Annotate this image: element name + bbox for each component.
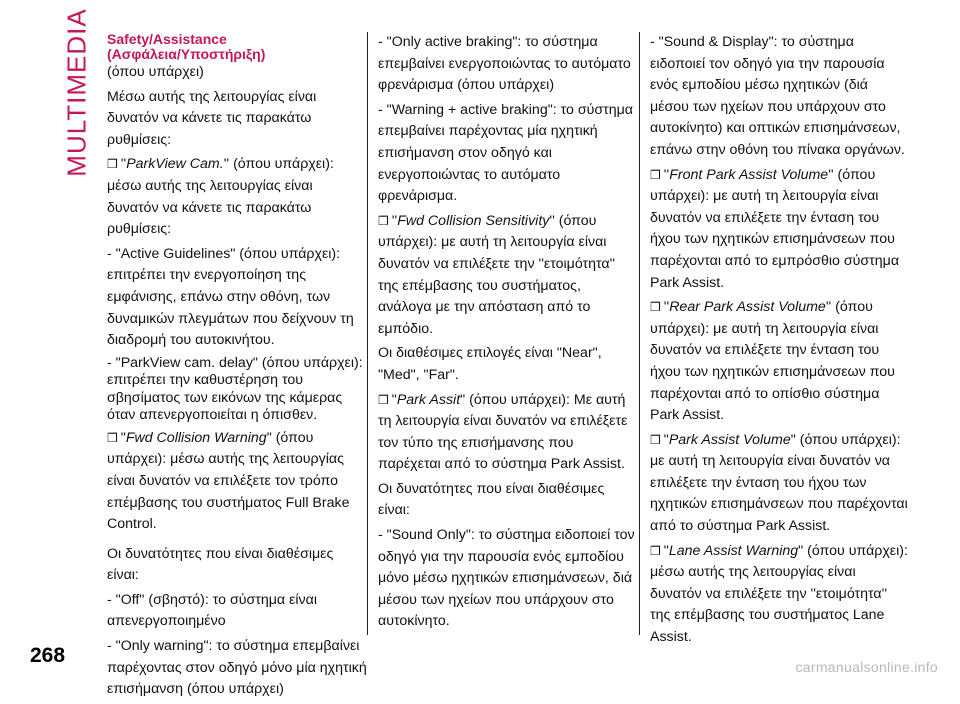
- item-description: " (όπου υπάρχει): Με αυτή τη λειτουργία είναι δυνατόν να επιλέξετε τον τύπο της επισήμανσης που παρέχεται από το σύστημα Park Assist.: [378, 391, 628, 473]
- item-description: '' (όπου υπάρχει): με αυτή τη λειτουργία είναι δυνατόν να επιλέξετε την ένταση του ήχου των ηχητικών επισημάνσεων που παρέχονται από το εμπρόσθιο σύστημα Park Assist.: [650, 166, 900, 291]
- heading-availability-note: (όπου υπάρχει): [107, 64, 204, 80]
- checkbox-bullet-icon: ❒: [650, 432, 661, 447]
- item-name: Fwd Collision Warning: [125, 429, 267, 446]
- intro-paragraph: Μέσω αυτής της λειτουργίας είναι δυνατόν να κάνετε τις παρακάτω ρυθμίσεις:: [107, 88, 317, 148]
- item-name: Park Assist Volume: [668, 431, 791, 448]
- park-assist-item: ❒ "Park Assit" (όπου υπάρχει): Με αυτή τη λειτουργία είναι δυνατόν να επιλέξετε τον τύπο της επισήμανσης που παρέχεται από το σύστημα Park Assist.: [378, 391, 628, 473]
- checkbox-bullet-icon: ❒: [107, 157, 118, 172]
- option-only-active-braking-paragraph: - "Only active braking": το σύστημα επεμβαίνει ενεργοποιώντας το αυτόματο φρενάρισμα (όπου υπάρχει): [378, 34, 631, 94]
- fwd-collision-warning-item: ❒ "Fwd Collision Warning" (όπου υπάρχει): μέσω αυτής της λειτουργίας είναι δυνατόν να επιλέξετε τον τρόπο επέμβασης του συστήματος Full Brake Control.: [107, 429, 350, 533]
- checkbox-bullet-icon: ❒: [378, 213, 389, 228]
- item-name: Front Park Assist Volume: [669, 166, 829, 183]
- text-column-2: [378, 32, 638, 636]
- column-divider: [639, 32, 640, 635]
- fwd-collision-sensitivity-item: ❒ ''Fwd Collision Sensitivity'' (όπου υπάρχει): με αυτή τη λειτουργία είναι δυνατόν να επιλέξετε την ''ετοιμότητα'' της επέμβασης του συστήματος, ανάλογα με την απόσταση από το εμπόδιο.: [378, 212, 616, 337]
- column-divider: [367, 32, 368, 635]
- option-sound-only-paragraph: - "Sound Only": το σύστημα ειδοποιεί τον οδηγό για την παρουσία ενός εμποδίου μόνο μέσω ηχητικών επισημάνσεων, διά μέσου των ηχείων που υπάρχουν στο αυτοκίνητο.: [378, 527, 635, 630]
- park-assist-volume-item: ❒ "Park Assist Volume" (όπου υπάρχει): με αυτή τη λειτουργία είναι δυνατόν να επιλέξετε την ένταση του ήχου των ηχητικών επισημάνσεων που παρέχονται από το σύστημα Park Assist.: [650, 431, 908, 535]
- item-name: Lane Assist Warning: [668, 542, 799, 559]
- lane-assist-warning-item: ❒ "Lane Assist Warning" (όπου υπάρχει): μέσω αυτής της λειτουργίας είναι δυνατόν να επιλέξετε την ''ετοιμότητα'' της επέμβασης του συστήματος Lane Assist.: [650, 542, 908, 646]
- parkview-delay-paragraph: - "ParkView cam. delay" (όπου υπάρχει): επιτρέπει την καθυστέρηση του σβησίματος των εικόνων της κάμερας όταν απενεργοποιείται η όπισθεν.: [107, 354, 363, 424]
- active-guidelines-paragraph: - "Active Guidelines" (όπου υπάρχει): επιτρέπει την ενεργοποίηση της εμφάνισης, επάνω στην οθόνη, των δυναμικών πλεγμάτων που δείχνουν τη διαδρομή του αυτοκινήτου.: [107, 245, 354, 349]
- option-sound-display-paragraph: - "Sound & Display": το σύστημα ειδοποιεί τον οδηγό για την παρουσία ενός εμποδίου μέσω ηχητικών (διά μέσου των ηχείων που υπάρχουν στο αυτοκίνητο) και οπτικών επισημάνσεων, επάνω στην οθόνη του πίνακα οργάνων.: [650, 34, 905, 158]
- site-watermark: carmanualsonline.info: [795, 659, 938, 675]
- section-title-vertical: MULTIMEDIA: [61, 7, 92, 177]
- item-description: (όπου υπάρχει): μέσω αυτής της λειτουργίας είναι δυνατόν να επιλέξετε τον τρόπο επέμβασης του συστήματος Full Brake Control.: [107, 429, 350, 533]
- item-description: '' (όπου υπάρχει): με αυτή τη λειτουργία είναι δυνατόν να επιλέξετε την ένταση του ήχου των ηχητικών επισημάνσεων που παρέχονται από το οπίσθιο σύστημα Park Assist.: [650, 299, 895, 424]
- option-off-paragraph: - "Off" (σβηστό): το σύστημα είναι απενεργοποιημένο: [107, 591, 317, 630]
- rear-park-assist-volume-item: ❒ ''Rear Park Assist Volume'' (όπου υπάρχει): με αυτή τη λειτουργία είναι δυνατόν να επιλέξετε την ένταση του ήχου των ηχητικών επισημάνσεων που παρέχονται από το οπίσθιο σύστημα Park Assist.: [650, 299, 895, 424]
- checkbox-bullet-icon: ❒: [378, 392, 389, 407]
- options-intro-paragraph: Οι δυνατότητες που είναι διαθέσιμες είναι:: [107, 545, 334, 584]
- checkbox-bullet-icon: ❒: [650, 543, 661, 558]
- text-column-1: [107, 32, 367, 704]
- item-description: '' (όπου υπάρχει): με αυτή τη λειτουργία είναι δυνατόν να επιλέξετε την ''ετοιμότητα'' της επέμβασης του συστήματος, ανάλογα με την απόσταση από το εμπόδιο.: [378, 212, 616, 337]
- item-name: Park Assit: [396, 391, 461, 408]
- front-park-assist-volume-item: ❒ ''Front Park Assist Volume'' (όπου υπάρχει): με αυτή τη λειτουργία είναι δυνατόν να επιλέξετε την ένταση του ήχου των ηχητικών επισημάνσεων που παρέχονται από το εμπρόσθιο σύστημα Park Assist.: [650, 166, 900, 291]
- item-description: " (όπου υπάρχει): με αυτή τη λειτουργία είναι δυνατόν να επιλέξετε την ένταση του ήχου των ηχητικών επισημάνσεων που παρέχονται από το σύστημα Park Assist.: [650, 431, 908, 535]
- heading-line-2: (Ασφάλεια/Υποστήριξη): [107, 46, 266, 62]
- text-column-3: [650, 32, 910, 652]
- item-name: Fwd Collision Sensitivity: [397, 212, 550, 229]
- item-description: " (όπου υπάρχει): μέσω αυτής της λειτουργίας είναι δυνατόν να επιλέξετε την ''ετοιμότητα'' της επέμβασης του συστήματος Lane Assist.: [650, 542, 908, 646]
- checkbox-bullet-icon: ❒: [650, 300, 661, 315]
- option-only-warning-paragraph: - "Only warning": το σύστημα επεμβαίνει παρέχοντας στον οδηγό μόνο μία ηχητική επισήμανση (όπου υπάρχει): [107, 638, 367, 698]
- item-name: ParkView Cam.: [126, 156, 224, 173]
- checkbox-bullet-icon: ❒: [107, 430, 118, 445]
- options-intro-paragraph: Οι δυνατότητες που είναι διαθέσιμες είναι:: [378, 480, 605, 519]
- item-name: Rear Park Assist Volume: [669, 299, 826, 316]
- option-warning-braking-paragraph: - "Warning + active braking": το σύστημα επεμβαίνει παρέχοντας μία ηχητική επισήμανση στον οδηγό και ενεργοποιώντας το αυτόματο φρενάρισμα.: [378, 101, 634, 205]
- checkbox-bullet-icon: ❒: [650, 167, 661, 182]
- heading-line-1: Safety/Assistance: [107, 31, 227, 47]
- section-heading: [107, 32, 367, 62]
- sensitivity-options-paragraph: Οι διαθέσιμες επιλογές είναι "Near", "Med", "Far".: [378, 345, 602, 383]
- page-number: 268: [30, 644, 66, 667]
- section-sidebar-label: [57, 7, 97, 177]
- parkview-cam-item: ❒ ''ParkView Cam.'' (όπου υπάρχει): μέσω αυτής της λειτουργίας είναι δυνατόν να κάνετε τις παρακάτω ρυθμίσεις:: [107, 156, 334, 238]
- item-description: (όπου υπάρχει): μέσω αυτής της λειτουργίας είναι δυνατόν να κάνετε τις παρακάτω ρυθμίσεις:: [107, 156, 334, 238]
